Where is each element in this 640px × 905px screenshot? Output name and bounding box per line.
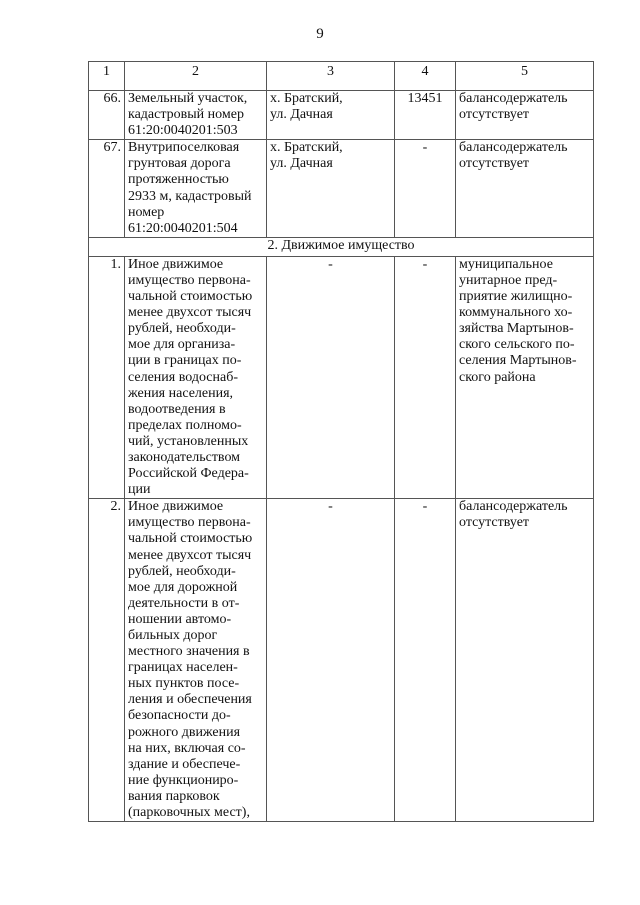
cell-text-line: менее двухсот тысяч xyxy=(128,547,252,563)
column-header-3: 3 xyxy=(267,62,395,91)
cell-text-line: чий, установленных xyxy=(128,433,249,449)
column-header-1: 1 xyxy=(89,62,125,91)
cell-text-line: чальной стоимостью xyxy=(128,531,253,547)
cell-text-line: имущество первона- xyxy=(128,272,251,288)
cell-text-line: рожного движения xyxy=(128,724,241,740)
cell-text-line: мое для дорожной xyxy=(128,579,238,595)
column-header-5: 5 xyxy=(456,62,594,91)
cell-text-line: местного значения в xyxy=(128,644,250,660)
cell-text-line: номер xyxy=(128,204,165,220)
table-row xyxy=(89,256,594,498)
cell-text-line: ского сельского по- xyxy=(459,337,575,353)
cell-text-line: отсутствует xyxy=(459,515,530,531)
cell-text-line: приятие жилищно- xyxy=(459,289,573,305)
cell-text-line: рублей, необходи- xyxy=(128,563,236,579)
cell-text-line: селения Мартынов- xyxy=(459,353,577,369)
cell-text-line: кадастровый номер xyxy=(128,107,244,123)
cell-text-line: Земельный участок, xyxy=(128,91,248,106)
cell-text-line: балансодержатель xyxy=(459,499,568,515)
cell-text-line: деятельности в от- xyxy=(128,595,240,611)
cell-text-line: ции в границах по- xyxy=(128,353,242,369)
cell-text-line: законодательством xyxy=(128,449,241,465)
cell-text-line: ношении автомо- xyxy=(128,611,232,627)
cell-text-line: водоотведения в xyxy=(128,401,226,417)
column-number-row xyxy=(89,62,594,91)
table-row xyxy=(89,91,594,140)
table-row xyxy=(89,499,594,822)
cell-text-line: протяженностью xyxy=(128,172,229,188)
cell-text-line: имущество первона- xyxy=(128,515,251,531)
property-address: - xyxy=(267,499,395,822)
property-area: - xyxy=(395,499,456,822)
cell-text-line: ных пунктов посе- xyxy=(128,676,240,692)
property-name xyxy=(125,140,267,238)
cell-text-line: отсутствует xyxy=(459,107,530,123)
cell-text-line: границах населен- xyxy=(128,660,238,676)
cell-text-line: ул. Дачная xyxy=(270,156,333,172)
row-number: 1. xyxy=(89,256,125,498)
cell-text-line: Иное движимое xyxy=(128,499,224,515)
property-name xyxy=(125,91,267,140)
column-header-2: 2 xyxy=(125,62,267,91)
section-heading-row xyxy=(89,237,594,256)
property-area: 13451 xyxy=(395,91,456,140)
column-header-4: 4 xyxy=(395,62,456,91)
row-number: 2. xyxy=(89,499,125,822)
cell-text-line: х. Братский, xyxy=(270,140,343,156)
cell-text-line: ции xyxy=(128,482,151,498)
cell-text-line: пределах полномо- xyxy=(128,417,242,433)
cell-text-line: бильных дорог xyxy=(128,628,218,643)
property-holder xyxy=(456,140,594,238)
cell-text-line: грунтовая дорога xyxy=(128,156,231,172)
section-title: 2. Движимое имущество xyxy=(89,237,594,256)
cell-text-line: чальной стоимостью xyxy=(128,289,253,305)
cell-text-line: Российской Федера- xyxy=(128,466,249,482)
cell-text-line: унитарное пред- xyxy=(459,272,558,288)
property-registry-table xyxy=(88,61,594,822)
cell-text-line: 61:20:0040201:504 xyxy=(128,220,238,236)
cell-text-line: вания парковок xyxy=(128,788,220,804)
cell-text-line: коммунального хо- xyxy=(459,305,573,321)
cell-text-line: здание и обеспече- xyxy=(128,756,241,772)
cell-text-line: х. Братский, xyxy=(270,91,343,106)
table-row xyxy=(89,140,594,238)
property-address xyxy=(267,91,395,140)
cell-text-line: Иное движимое xyxy=(128,256,224,272)
cell-text-line: рублей, необходи- xyxy=(128,321,236,337)
property-name xyxy=(125,256,267,498)
property-holder xyxy=(456,499,594,822)
cell-text-line: муниципальное xyxy=(459,256,553,272)
cell-text-line: ления и обеспечения xyxy=(128,692,252,708)
cell-text-line: безопасности до- xyxy=(128,708,231,724)
cell-text-line: Внутрипоселковая xyxy=(128,140,240,156)
cell-text-line: менее двухсот тысяч xyxy=(128,305,252,321)
property-holder xyxy=(456,91,594,140)
cell-text-line: селения водоснаб- xyxy=(128,369,239,385)
cell-text-line: отсутствует xyxy=(459,156,530,172)
property-address xyxy=(267,140,395,238)
row-number: 66. xyxy=(89,91,125,140)
cell-text-line: на них, включая со- xyxy=(128,740,246,756)
cell-text-line: (парковочных мест), xyxy=(128,805,250,821)
cell-text-line: мое для организа- xyxy=(128,337,236,353)
property-area: - xyxy=(395,140,456,238)
row-number: 67. xyxy=(89,140,125,238)
property-name xyxy=(125,499,267,822)
property-address: - xyxy=(267,256,395,498)
cell-text-line: зяйства Мартынов- xyxy=(459,321,574,337)
cell-text-line: 2933 м, кадастровый xyxy=(128,188,252,204)
cell-text-line: 61:20:0040201:503 xyxy=(128,123,238,139)
cell-text-line: жения населения, xyxy=(128,385,234,401)
property-holder xyxy=(456,256,594,498)
cell-text-line: ул. Дачная xyxy=(270,107,333,123)
cell-text-line: балансодержатель xyxy=(459,91,568,106)
cell-text-line: ского района xyxy=(459,369,536,385)
property-area: - xyxy=(395,256,456,498)
page-number: 9 xyxy=(316,26,324,42)
cell-text-line: балансодержатель xyxy=(459,140,568,156)
cell-text-line: ние функциониро- xyxy=(128,772,239,788)
